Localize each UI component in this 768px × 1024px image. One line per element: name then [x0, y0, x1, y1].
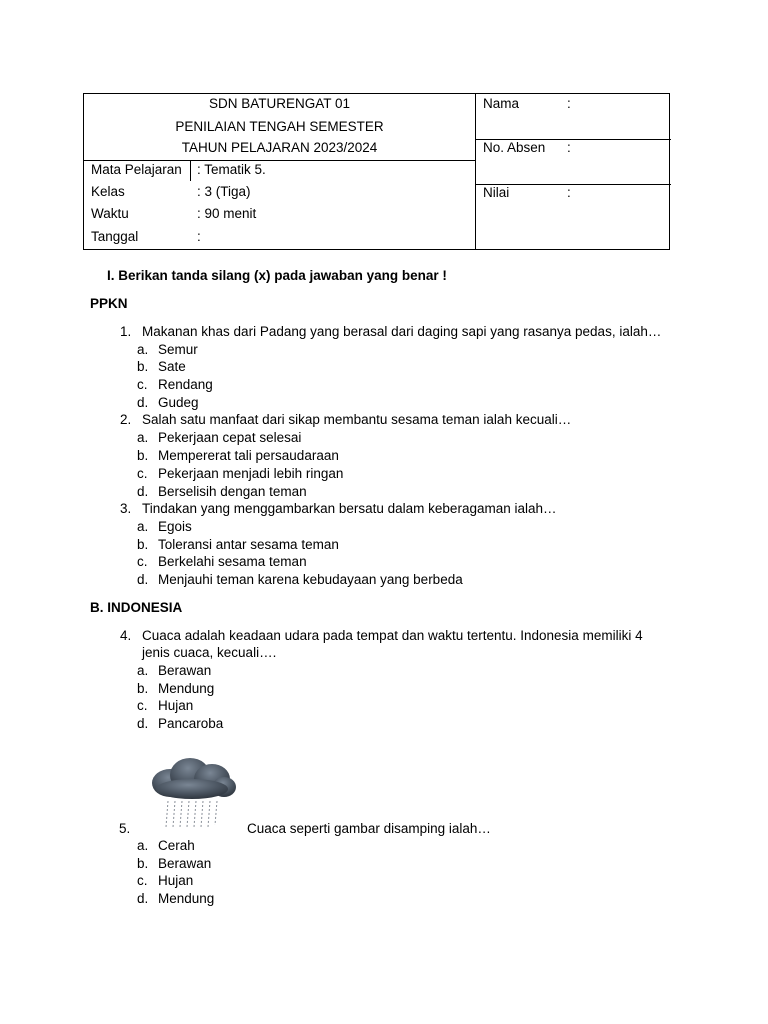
option-text: Toleransi antar sesama teman	[158, 537, 339, 552]
score-field: :	[567, 185, 571, 200]
school-year: TAHUN PELAJARAN 2023/2024	[181, 140, 378, 155]
option-text: Berkelahi sesama teman	[158, 554, 307, 569]
class-value: : 3 (Tiga)	[197, 184, 251, 199]
option-text: Pancaroba	[158, 716, 224, 731]
option-text: Semur	[158, 342, 198, 357]
option-text: Hujan	[158, 698, 194, 713]
question-text: Tindakan yang menggambarkan bersatu dalam keberagaman ialah…	[142, 501, 557, 516]
section-title: PPKN	[90, 296, 128, 311]
option-letter: b.	[137, 681, 149, 696]
question-number: 4.	[120, 628, 132, 643]
subject-value: : Tematik 5.	[197, 162, 266, 177]
question-text: Cuaca adalah keadaan udara pada tempat dan waktu tertentu. Indonesia memiliki 4	[142, 628, 643, 643]
question-number: 1.	[120, 324, 132, 339]
question-text-continued: jenis cuaca, kecuali….	[142, 645, 277, 660]
option-letter: c.	[137, 377, 148, 392]
option-letter: d.	[137, 395, 149, 410]
absen-label: No. Absen	[483, 140, 546, 155]
option-text: Mempererat tali persaudaraan	[158, 448, 339, 463]
name-label: Nama	[483, 96, 520, 111]
option-letter: a.	[137, 663, 149, 678]
option-text: Gudeg	[158, 395, 199, 410]
exam-header-table	[83, 93, 670, 250]
table-divider	[84, 160, 475, 161]
table-divider	[190, 160, 191, 181]
absen-field: :	[567, 140, 571, 155]
option-text: Berawan	[158, 856, 212, 871]
option-letter: d.	[137, 716, 149, 731]
option-text: Rendang	[158, 377, 213, 392]
date-label: Tanggal	[91, 229, 139, 244]
option-letter: a.	[137, 342, 149, 357]
option-letter: d.	[137, 484, 149, 499]
option-letter: a.	[137, 430, 149, 445]
option-text: Berawan	[158, 663, 212, 678]
option-letter: d.	[137, 572, 149, 587]
option-letter: c.	[137, 698, 148, 713]
school-name: SDN BATURENGAT 01	[208, 96, 351, 111]
option-text: Pekerjaan cepat selesai	[158, 430, 302, 445]
option-text: Cerah	[158, 838, 195, 853]
option-text: Pekerjaan menjadi lebih ringan	[158, 466, 344, 481]
option-text: Egois	[158, 519, 192, 534]
option-letter: b.	[137, 359, 149, 374]
option-letter: c.	[137, 873, 148, 888]
subject-label: Mata Pelajaran	[91, 162, 182, 177]
option-text: Mendung	[158, 891, 215, 906]
instruction: I. Berikan tanda silang (x) pada jawaban yang benar !	[107, 268, 447, 283]
question-number: 2.	[120, 412, 132, 427]
question-text: Salah satu manfaat dari sikap membantu sesama teman ialah kecuali…	[142, 412, 572, 427]
option-letter: b.	[137, 856, 149, 871]
option-letter: b.	[137, 537, 149, 552]
section-title: B. INDONESIA	[90, 600, 183, 615]
time-label: Waktu	[91, 206, 129, 221]
time-value: : 90 menit	[197, 206, 257, 221]
option-text: Menjauhi teman karena kebudayaan yang berbeda	[158, 572, 463, 587]
table-divider	[475, 94, 476, 249]
option-letter: b.	[137, 448, 149, 463]
option-letter: a.	[137, 838, 149, 853]
date-value: :	[197, 229, 201, 244]
option-letter: a.	[137, 519, 149, 534]
class-label: Kelas	[91, 184, 125, 199]
question-text: Cuaca seperti gambar disamping ialah…	[247, 821, 491, 836]
exam-title: PENILAIAN TENGAH SEMESTER	[175, 119, 384, 134]
option-text: Berselisih dengan teman	[158, 484, 307, 499]
score-label: Nilai	[483, 185, 510, 200]
option-letter: c.	[137, 466, 148, 481]
question-text: Makanan khas dari Padang yang berasal dari daging sapi yang rasanya pedas, ialah…	[142, 324, 662, 339]
question-number: 3.	[120, 501, 132, 516]
option-text: Sate	[158, 359, 186, 374]
question-number: 5.	[119, 821, 131, 836]
option-text: Hujan	[158, 873, 194, 888]
option-letter: c.	[137, 554, 148, 569]
rain-cloud-icon	[148, 755, 238, 830]
option-text: Mendung	[158, 681, 215, 696]
name-field: :	[567, 96, 571, 111]
option-letter: d.	[137, 891, 149, 906]
